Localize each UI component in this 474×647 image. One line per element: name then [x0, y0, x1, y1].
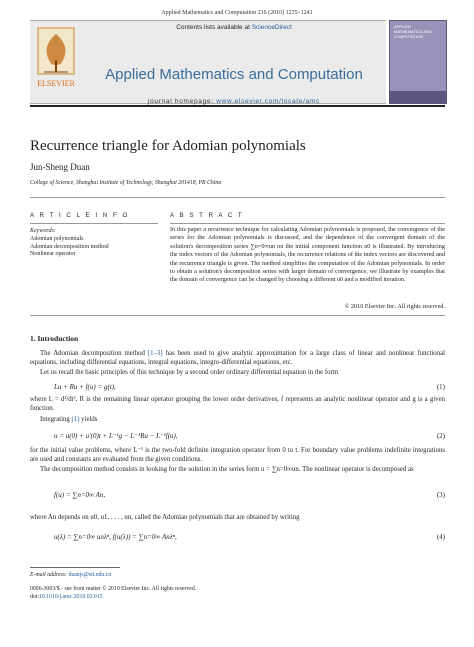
front-matter-rule: [30, 197, 445, 198]
keywords-label: Keywords:: [30, 228, 56, 234]
keyword: Adomian decomposition method: [30, 243, 109, 250]
abstract-rule: [170, 223, 445, 224]
keyword: Adomian polynomials: [30, 236, 84, 242]
equation: Lu + Ru + f(u) = g(t),: [54, 383, 116, 391]
article-title: Recurrence triangle for Adomian polynomials: [30, 138, 306, 154]
email-link[interactable]: duanjs@sit.edu.cn: [68, 572, 112, 578]
cover-stripe: [390, 91, 446, 103]
paragraph: [30, 350, 445, 368]
keywords-list: [30, 236, 109, 259]
keyword: Nonlinear operator: [30, 251, 76, 257]
equation-number: (1): [436, 383, 445, 391]
paragraph: [30, 416, 445, 425]
article-info-heading: A R T I C L E I N F O: [30, 212, 130, 219]
author-affiliation: College of Science, Shanghai Institute of Technology, Shanghai 201418, PR China: [30, 180, 222, 186]
journal-cover-thumbnail: [389, 20, 447, 104]
sciencedirect-link[interactable]: ScienceDirect: [251, 24, 292, 31]
paragraph: where L = d²/dt², R is the remaining linear operator grouping the lower order derivatives, f represents an analytic nonlinear operator and g is a given function.: [30, 396, 445, 412]
paragraph: where An depends on u0, u1, . . . , un, called the Adomian polynomials that are obtained by writing: [30, 514, 300, 521]
publisher-logo-text: ELSEVIER: [37, 79, 75, 88]
text-run: The Adomian decomposition method: [40, 350, 148, 357]
text-run: has been used to give analytic approximation for a large class of linear and nonlinear functional equations, including differential equations, integral equations, integro-differential equations, etc.: [30, 350, 445, 366]
equation: u(λ) = ∑n=0∞ unλⁿ, f(u(λ)) = ∑n=0∞ Anλⁿ,: [54, 533, 177, 541]
article-author: Jun-Sheng Duan: [30, 162, 90, 172]
journal-banner: [30, 20, 386, 104]
footnote-email: [30, 572, 111, 580]
homepage-prefix: journal homepage:: [147, 98, 217, 105]
section-heading: 1. Introduction: [30, 334, 79, 343]
abstract-heading: A B S T R A C T: [170, 212, 244, 219]
issn-line: 0096-3003/$ - see front matter © 2010 Elsevier Inc. All rights reserved.: [30, 586, 197, 592]
elsevier-logo: [30, 22, 82, 100]
doi-line: [30, 594, 103, 602]
email-label: E-mail address:: [30, 572, 69, 578]
equation: u = u(0) + u′(0)t + L⁻¹g − L⁻¹Ru − L⁻¹f(u),: [54, 432, 178, 440]
article-info-rule: [30, 223, 158, 224]
paragraph: The decomposition method consists in looking for the solution in the series form u = ∑n=0∞un. The nonlinear operator is decomposed as: [40, 466, 414, 473]
citation-link[interactable]: [1–3]: [147, 350, 163, 357]
equation-number: (2): [436, 432, 445, 440]
contents-prefix: Contents lists available at: [176, 24, 252, 31]
equation-number: (4): [436, 533, 445, 541]
journal-name: Applied Mathematics and Computation: [105, 66, 363, 83]
equation-reference-link[interactable]: (1): [71, 416, 80, 423]
body-rule: [30, 315, 445, 316]
doi-prefix: doi:: [30, 594, 40, 600]
equation-number: (3): [436, 491, 445, 499]
cover-title: APPLIED MATHEMATICS AND COMPUTATION: [394, 24, 432, 39]
text-run: Integrating: [40, 416, 72, 423]
homepage-line: [82, 98, 386, 105]
equation: f(u) = ∑n=0∞ An,: [54, 491, 106, 499]
footnote-rule: [30, 567, 120, 568]
doi-link[interactable]: 10.1016/j.amc.2010.02.015: [39, 594, 103, 600]
header-rule: [30, 105, 445, 107]
abstract-text: In this paper a recurrence technique for calculating Adomian polynomials is proposed, the convergence of the series for the Adomian polynomials is discussed, and the dependence of the convergent domain of the solution's decomposition series ∑n=0∞un on the initial component function u0 is illustrated. By introducing the index vectors of the Adomian polynomials, the recurrence relations of the index vectors are discovered and the recurrence triangle is given. The method simplifies the computation of the Adomian polynomials. In order to obtain a solution's decomposition series with larger domain of convergence, we illustrate by examples that the domain of convergence can be changed by choosing a different u0 and a modified iteration.: [170, 226, 445, 284]
contents-line: [82, 24, 386, 31]
copyright-notice: © 2010 Elsevier Inc. All rights reserved.: [344, 303, 445, 310]
homepage-link[interactable]: www.elsevier.com/locate/amc: [216, 98, 321, 105]
paragraph: Let us recall the basic principles of this technique by a second order ordinary differential equation in the form: [40, 369, 339, 376]
running-head: Applied Mathematics and Computation 216 (2010) 1235–1241: [161, 10, 313, 16]
paragraph: for the initial value problems, where L⁻¹ is the two-fold definite integration operator from 0 to t. For boundary value problems indefinite integrations are used and constants are evaluated from the given conditions.: [30, 447, 445, 463]
text-run: yields: [79, 416, 98, 423]
